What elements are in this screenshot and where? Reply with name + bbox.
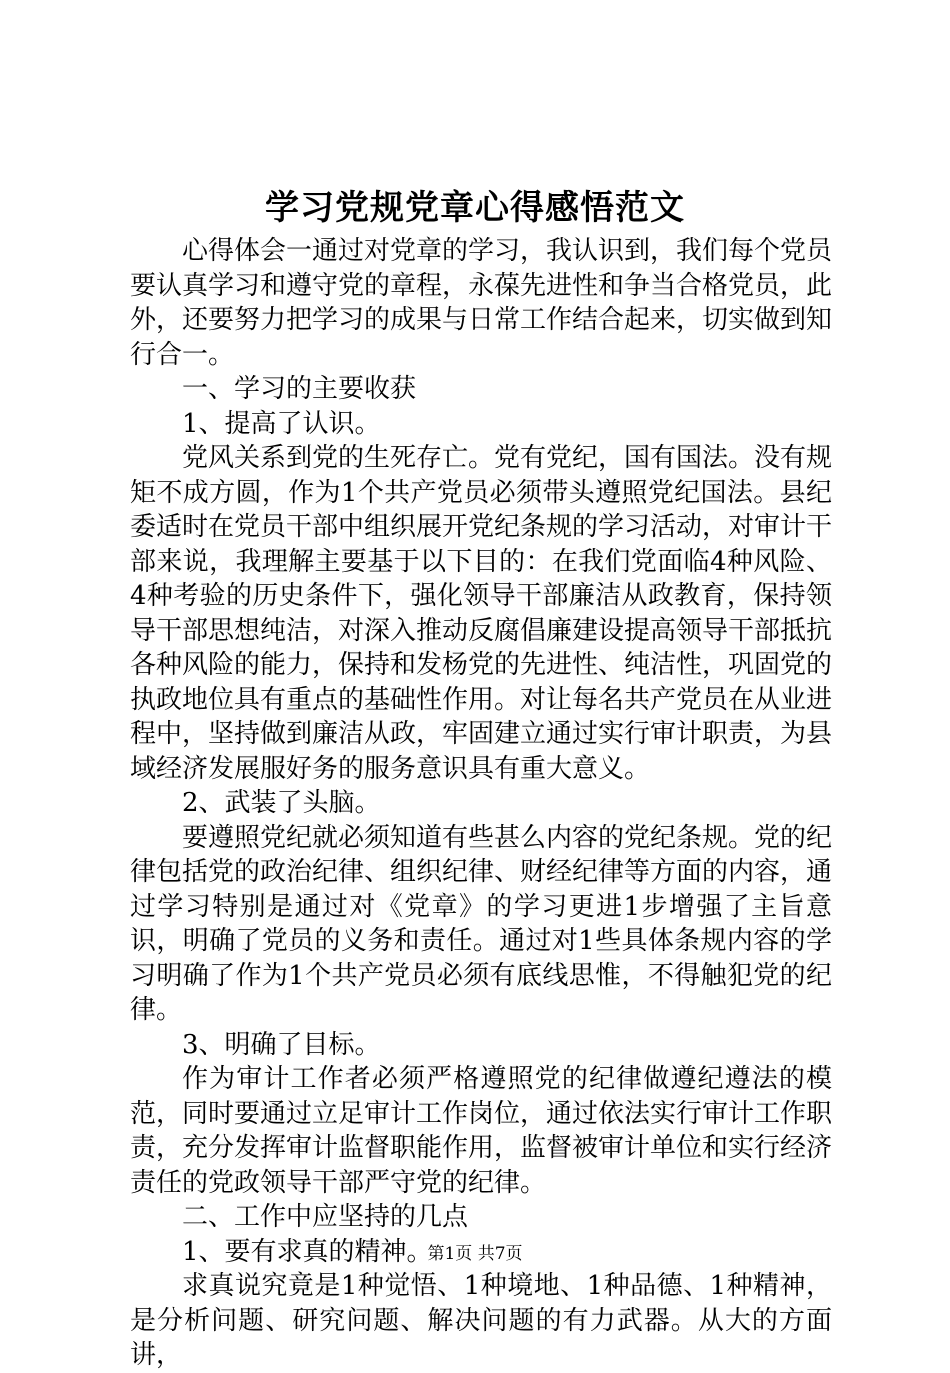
document-body xyxy=(130,234,832,1373)
paragraph-1-2: 要遵照党纪就必须知道有些甚么内容的党纪条规。党的纪律包括党的政治纪律、组织纪律、财经纪律等方面的内容，通过学习特别是通过对《党章》的学习更进1步增强了主旨意识，明确了党员的义务和责任。通过对1些具体条规内容的学习明确了作为1个共产党员必须有底线思惟，不得触犯党的纪律。 xyxy=(130,822,833,1025)
paragraph-1-1: 党风关系到党的生死存亡。党有党纪，国有国法。没有规矩不成方圆，作为1个共产党员必须带头遵照党纪国法。县纪委适时在党员干部中组织展开党纪条规的学习活动，对审计干部来说，我理解主要基于以下目的：在我们党面临4种风险、4种考验的历史条件下，强化领导干部廉洁从政教育，保持领导干部思想纯洁，对深入推动反腐倡廉建设提高领导干部抵抗各种风险的能力，保持和发杨党的先进性、纯洁性，巩固党的执政地位具有重点的基础性作用。对让每名共产党员在从业进程中，坚持做到廉洁从政，牢固建立通过实行审计职责，为县域经济发展服好务的服务意识具有重大意义。 xyxy=(130,443,833,784)
subheading-2-1: 1、要有求真的精神。 xyxy=(182,1236,433,1267)
subheading-1-1: 1、提高了认识。 xyxy=(182,408,381,439)
subheading-1-3: 3、明确了目标。 xyxy=(182,1029,381,1060)
paragraph-intro: 心得体会一通过对党章的学习，我认识到，我们每个党员要认真学习和遵守党的章程，永葆先进性和争当合格党员，此外，还要努力把学习的成果与日常工作结合起来，切实做到知行合一。 xyxy=(130,236,833,370)
page-footer: 第1页 共7页 xyxy=(427,1244,523,1264)
subheading-1-2: 2、武装了头脑。 xyxy=(182,788,381,818)
paragraph-1-3: 作为审计工作者必须严格遵照党的纪律做遵纪遵法的模范，同时要通过立足审计工作岗位，通过依法实行审计工作职责，充分发挥审计监督职能作用，监督被审计单位和实行经济责任的党政领导干部严守党的纪律。 xyxy=(130,1064,833,1198)
section-heading-1: 一、学习的主要收获 xyxy=(182,374,417,404)
paragraph-2-1: 求真说究竟是1种觉悟、1种境地、1种品德、1种精神，是分析问题、研究问题、解决问题的有力武器。从大的方面讲， xyxy=(130,1271,832,1370)
section-heading-2: 二、工作中应坚持的几点 xyxy=(182,1202,469,1232)
document-title: 学习党规党章心得感悟范文 xyxy=(265,188,685,228)
